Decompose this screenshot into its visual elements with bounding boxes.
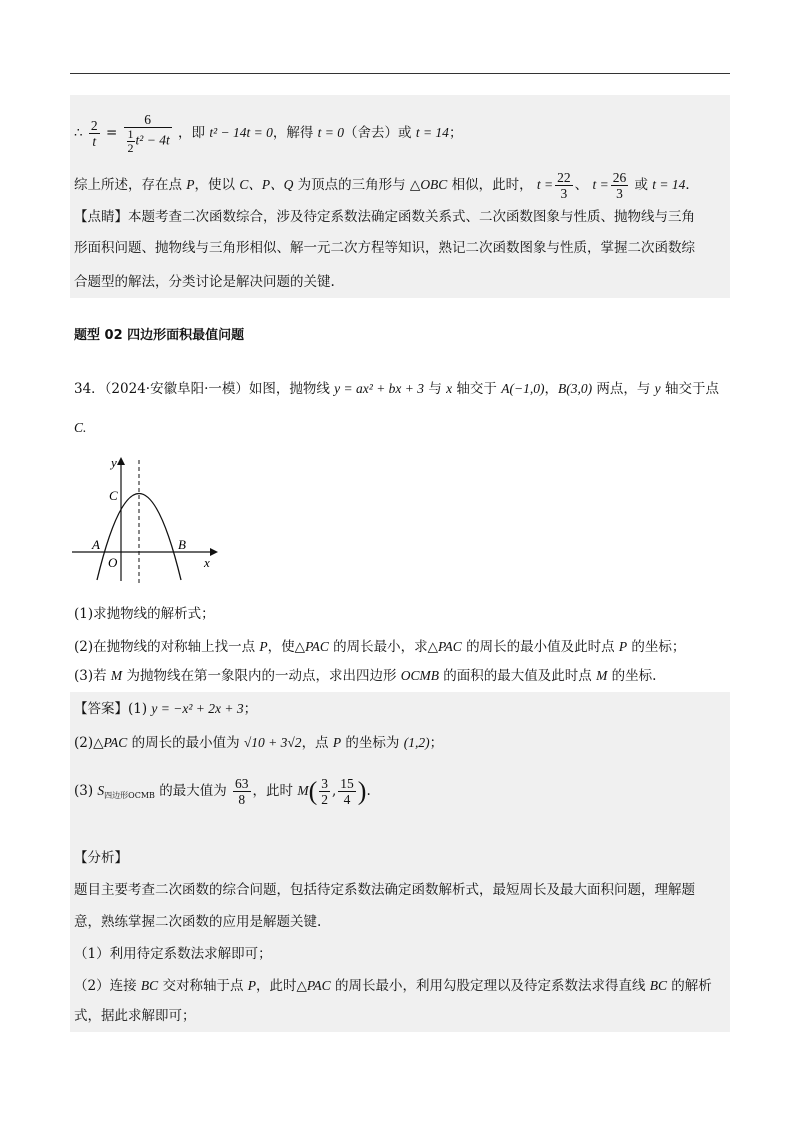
fraction-22-3: $\frac{22}{3}$ <box>557 170 571 201</box>
answer-3: (3) $S_{四边形OCMB}$ 的最大值为 $\frac{63}{8}$ ，此时 M( $\frac{3}{2}$ , $\frac{15}{4}$ ). <box>74 776 371 807</box>
parabola-figure <box>70 455 230 585</box>
label-B: B <box>178 537 186 552</box>
fraction-63-8: $\frac{63}{8}$ <box>235 776 249 807</box>
label-A: A <box>92 537 100 552</box>
label-C: C <box>109 488 118 503</box>
problem-line-1: 34．（2024·安徽阜阳·一模）如图，抛物线 y = ax² + bx + 3 与 x 轴交于 A(−1,0)，B(3,0) 两点，与 y 轴交于点 <box>74 381 719 397</box>
dianjing-line-1: 【点睛】本题考查二次函数综合，涉及待定系数法确定函数关系式、二次函数图象与性质、抛物线与三角 <box>74 209 695 225</box>
label-y: y <box>111 455 117 470</box>
analysis-line-1: 题目主要考查二次函数的综合问题，包括待定系数法确定函数解析式，最短周长及最大面积问题，理解题 <box>74 882 695 898</box>
question-3: (3)若 M 为抛物线在第一象限内的一动点，求出四边形 OCMB 的面积的最大值及此时点 M 的坐标. <box>74 668 657 684</box>
label-O: O <box>108 555 118 570</box>
fraction-15-4: $\frac{15}{4}$ <box>340 776 354 807</box>
answer-2: (2)△PAC 的周长的最小值为 √10 + 3√2，点 P 的坐标为 (1,2)； <box>74 735 444 751</box>
fraction-6: 6 $\frac{1}{2}$ t² − 4t <box>124 112 172 155</box>
analysis-line-3: （1）利用待定系数法求解即可； <box>74 946 272 962</box>
section-title: 题型 02 四边形面积最值问题 <box>74 328 245 343</box>
analysis-line-4: （2）连接 BC 交对称轴于点 P，此时△PAC 的周长最小，利用勾股定理以及待定系数法求得直线 BC 的解析 <box>74 978 712 994</box>
label-x: x <box>204 555 210 570</box>
fraction-3-2: $\frac{3}{2}$ <box>321 776 328 807</box>
analysis-line-5: 式，据此求解即可； <box>74 1008 196 1024</box>
problem-line-2: C. <box>74 420 87 435</box>
dianjing-line-3: 合题型的解法，分类讨论是解决问题的关键. <box>74 274 335 290</box>
analysis-line-2: 意，熟练掌握二次函数的应用是解题关键. <box>74 914 322 930</box>
question-2: (2)在抛物线的对称轴上找一点 P，使△PAC 的周长最小，求△PAC 的周长的最小值及此时点 P 的坐标； <box>74 639 686 655</box>
conclusion-line: 综上所述，存在点 P，使以 C、P、Q 为顶点的三角形与 △OBC 相似，此时， t = $\frac{22}{3}$ 、 t = $\frac{26}{3}$ 或 t = 14． <box>74 170 699 201</box>
equation-line: ∴ $\frac{2}{t}$ = 6 $\frac{1}{2}$ t² − 4t ，即 t² − 14t = 0，解得 t = 0（舍去）或 t = 14； <box>74 112 463 155</box>
header-rule <box>70 73 730 74</box>
fraction-2-over-t: $\frac{2}{t}$ <box>90 118 98 149</box>
dianjing-line-2: 形面积问题、抛物线与三角形相似、解一元二次方程等知识，熟记二次函数图象与性质，掌握二次函数综 <box>74 240 695 256</box>
answer-1: 【答案】(1) y = −x² + 2x + 3； <box>74 701 258 717</box>
question-1: (1)求抛物线的解析式； <box>74 606 215 622</box>
y-axis-arrow <box>117 457 125 465</box>
x-axis-arrow <box>210 548 218 556</box>
analysis-title: 【分析】 <box>74 850 128 866</box>
fraction-26-3: $\frac{26}{3}$ <box>612 170 627 201</box>
